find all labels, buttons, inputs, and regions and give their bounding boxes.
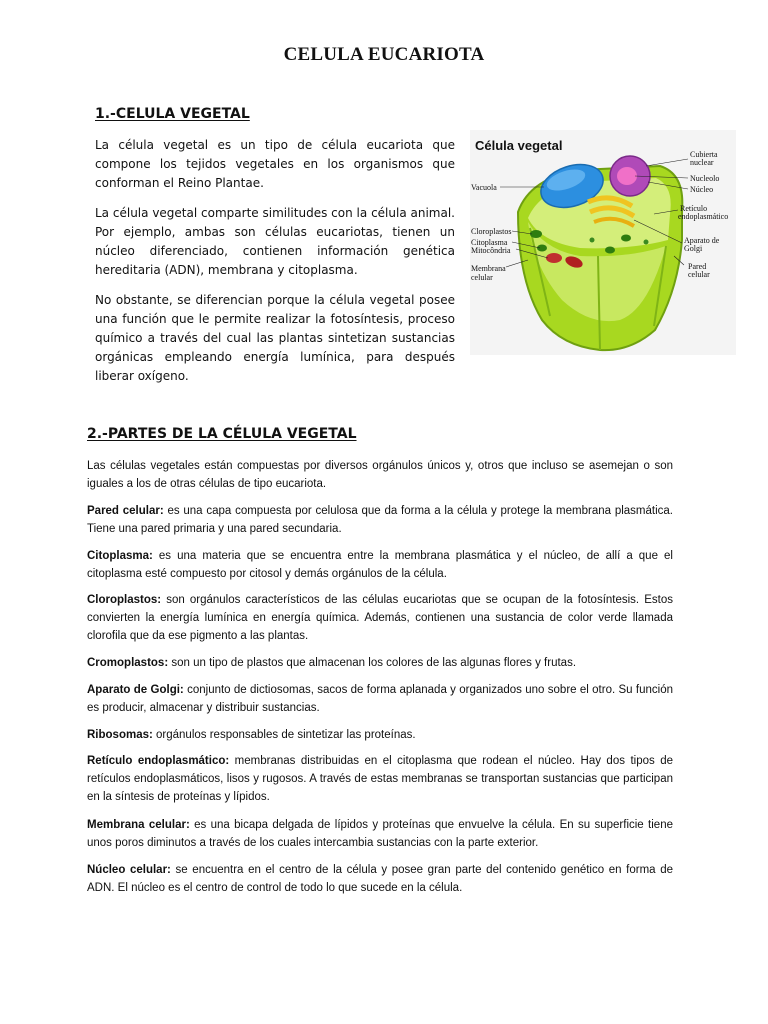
label-vacuola: Vacuola: [471, 183, 497, 192]
label-pared-celular: celular: [688, 270, 710, 279]
definition-aparato-golgi: [87, 681, 673, 717]
section1-heading: 1.-CELULA VEGETAL: [95, 106, 250, 122]
definition-term: Membrana celular:: [87, 819, 190, 831]
section2-heading: 2.-PARTES DE LA CÉLULA VEGETAL: [87, 426, 357, 442]
figure-title: Célula vegetal: [475, 138, 563, 153]
definition-term: Ribosomas:: [87, 729, 153, 741]
definition-term: Citoplasma:: [87, 550, 153, 562]
section1-paragraph: La célula vegetal es un tipo de célula eucariota que compone los tejidos vegetales en los organismos que conforman el Reino Plantae.: [95, 138, 455, 190]
definition-cromoplastos: [87, 654, 673, 672]
mitochondria-shape: [546, 253, 562, 263]
definition-text: son un tipo de plastos que almacenan los colores de las algunas flores y frutas.: [168, 657, 577, 669]
label-citoplasma: Citoplasma: [471, 238, 508, 247]
plant-cell-diagram: [470, 130, 736, 355]
label-pared: Pared: [688, 262, 707, 271]
definition-text: membranas distribuidas en el citoplasma que rodean el núcleo. Hay dos tipos de retículos endoplasmáticos, lisos y rugosos. A través de estas membranas se transportan sustancias que participan en la síntesis de proteínas y lípidos.: [87, 755, 673, 803]
definition-reticulo-endoplasmatico: [87, 752, 673, 806]
definition-term: Retículo endoplasmático:: [87, 755, 230, 767]
label-aparato: Aparato de: [684, 236, 720, 245]
label-mitocondria: Mitocôndria: [471, 246, 511, 255]
definition-cloroplastos: [87, 591, 673, 645]
label-nucleo: Núcleo: [690, 185, 714, 194]
label-reticulo: Retículo: [680, 204, 708, 213]
section2-intro: Las células vegetales están compuestas por diversos orgánulos únicos y, otros que incluso se asemejan o son iguales a los de otras células de tipo eucariota.: [87, 460, 673, 490]
definition-text: es una bicapa delgada de lípidos y proteínas que envuelve la célula. En su superficie tiene unos poros diminutos a través de los cuales intercambia sustancias con la parte exterior.: [87, 819, 673, 849]
plant-cell-illustration: [470, 130, 736, 355]
nucleolus-shape: [617, 167, 637, 185]
definition-ribosomas: [87, 726, 673, 744]
definition-term: Aparato de Golgi:: [87, 684, 184, 696]
definition-citoplasma: [87, 547, 673, 583]
definition-pared-celular: [87, 502, 673, 538]
definition-term: Cromoplastos:: [87, 657, 169, 669]
definition-text: es una materia que se encuentra entre la membrana plasmática y el núcleo, de allí a que el citoplasma esté compuesto por citosol y demás orgánulos de la célula.: [87, 550, 673, 580]
label-membrana: Membrana: [471, 264, 506, 273]
definition-text: es una capa compuesta por celulosa que da forma a la célula y protege la membrana plasmática. Tiene una pared primaria y una pared secundaria.: [87, 505, 673, 535]
definition-text: orgánulos responsables de sintetizar las proteínas.: [152, 729, 416, 741]
section1-paragraph: La célula vegetal comparte similitudes con la célula animal. Por ejemplo, ambas son células eucariotas, tienen un núcleo diferenciado, contienen información genética hereditaria (ADN), membrana y citoplasma.: [95, 206, 455, 277]
label-membrana-celular: celular: [471, 273, 493, 282]
definition-term: Pared celular:: [87, 505, 164, 517]
definition-text: son orgánulos característicos de las células eucariotas que se ocupan de la fotosíntesis. Estos convierten la energía lumínica en energía química. Además, contienen una sustancia de color verde llamada clorofila que da ese pigmento a las plantas.: [87, 594, 673, 642]
definition-term: Cloroplastos:: [87, 594, 162, 606]
section1-paragraph: No obstante, se diferencian porque la célula vegetal posee una función que le permite realizar la fotosíntesis, proceso químico a través del cual las plantas sintetizan sustancias orgánicas empleando energía lumínica, para después liberar oxígeno.: [95, 293, 455, 383]
label-aparato-golgi: Golgi: [684, 244, 703, 253]
label-reticulo-endoplasmatico: endoplasmático: [678, 212, 729, 221]
label-cubierta: Cubierta: [690, 150, 718, 159]
definition-text: se encuentra en el centro de la célula y posee gran parte del contenido genético en forma de ADN. El núcleo es el centro de control de todo lo que sucede en la célula.: [87, 864, 673, 894]
definition-membrana-celular: [87, 816, 673, 852]
definition-text: conjunto de dictiosomas, sacos de forma aplanada y organizados uno sobre el otro. Su función es producir, almacenar y distribuir sustancias.: [87, 684, 673, 714]
page-title: CELULA EUCARIOTA: [283, 44, 485, 65]
label-cubierta-nuclear: nuclear: [690, 158, 714, 167]
label-cloroplastos: Cloroplastos: [471, 227, 512, 236]
definition-term: Núcleo celular:: [87, 864, 171, 876]
definition-nucleo-celular: [87, 861, 673, 897]
label-nucleolo: Nucleolo: [690, 174, 720, 183]
